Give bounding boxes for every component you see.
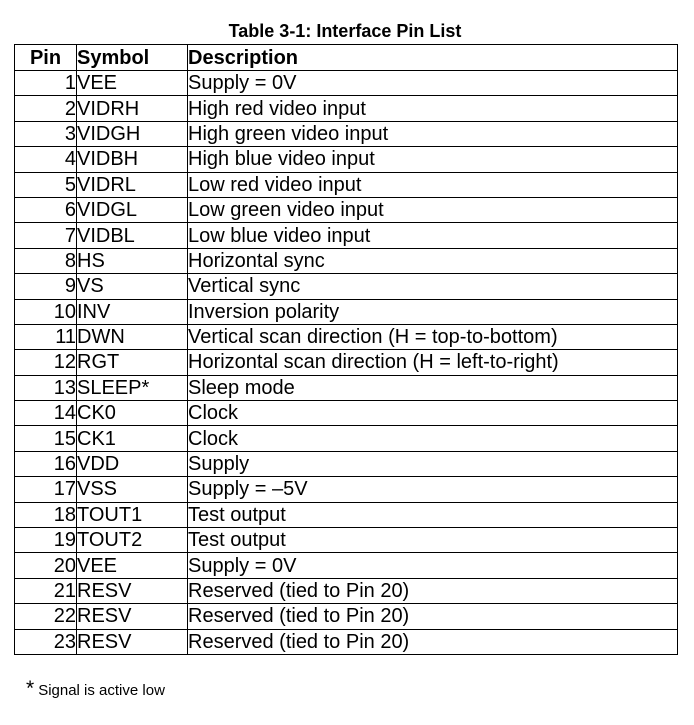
table-caption: Table 3-1: Interface Pin List bbox=[228, 21, 462, 41]
description-cell: Reserved (tied to Pin 20) bbox=[188, 578, 678, 603]
description-cell: Vertical sync bbox=[188, 274, 678, 299]
symbol-cell: RESV bbox=[77, 629, 188, 654]
symbol-cell: VIDGH bbox=[77, 121, 188, 146]
symbol-cell: TOUT1 bbox=[77, 502, 188, 527]
table-row bbox=[15, 121, 678, 146]
symbol-cell: TOUT2 bbox=[77, 528, 188, 553]
symbol-cell: VSS bbox=[77, 477, 188, 502]
pin-table bbox=[14, 44, 678, 655]
table-row bbox=[15, 274, 678, 299]
table-row bbox=[15, 553, 678, 578]
description-cell: Supply = 0V bbox=[188, 553, 678, 578]
table-row bbox=[15, 426, 678, 451]
pin-cell: 14 bbox=[15, 401, 77, 426]
table-row bbox=[15, 172, 678, 197]
pin-cell: 12 bbox=[15, 350, 77, 375]
pin-cell: 7 bbox=[15, 223, 77, 248]
table-row bbox=[15, 223, 678, 248]
symbol-cell: CK1 bbox=[77, 426, 188, 451]
pin-cell: 21 bbox=[15, 578, 77, 603]
table-row bbox=[15, 324, 678, 349]
symbol-cell: RESV bbox=[77, 604, 188, 629]
symbol-cell: VIDBH bbox=[77, 147, 188, 172]
symbol-cell: VIDGL bbox=[77, 197, 188, 222]
pin-cell: 4 bbox=[15, 147, 77, 172]
description-cell: High blue video input bbox=[188, 147, 678, 172]
header-symbol: Symbol bbox=[77, 45, 188, 71]
symbol-cell: VIDRH bbox=[77, 96, 188, 121]
description-cell: Inversion polarity bbox=[188, 299, 678, 324]
table-row bbox=[15, 147, 678, 172]
symbol-cell: DWN bbox=[77, 324, 188, 349]
pin-cell: 1 bbox=[15, 71, 77, 96]
symbol-cell: INV bbox=[77, 299, 188, 324]
description-cell: High green video input bbox=[188, 121, 678, 146]
description-cell: Clock bbox=[188, 426, 678, 451]
symbol-cell: VS bbox=[77, 274, 188, 299]
description-cell: Vertical scan direction (H = top-to-bottom) bbox=[188, 324, 678, 349]
pin-cell: 20 bbox=[15, 553, 77, 578]
symbol-cell: VIDBL bbox=[77, 223, 188, 248]
description-cell: Horizontal scan direction (H = left-to-right) bbox=[188, 350, 678, 375]
symbol-cell: VEE bbox=[77, 71, 188, 96]
table-row bbox=[15, 629, 678, 654]
table-header-row bbox=[15, 45, 678, 71]
footnote-marker: * bbox=[26, 677, 35, 700]
pin-cell: 6 bbox=[15, 197, 77, 222]
pin-cell: 10 bbox=[15, 299, 77, 324]
pin-cell: 5 bbox=[15, 172, 77, 197]
header-pin: Pin bbox=[15, 45, 77, 71]
description-cell: Horizontal sync bbox=[188, 248, 678, 273]
table-row bbox=[15, 375, 678, 400]
symbol-cell: CK0 bbox=[77, 401, 188, 426]
description-cell: Low blue video input bbox=[188, 223, 678, 248]
table-row bbox=[15, 197, 678, 222]
table-row bbox=[15, 477, 678, 502]
description-cell: Clock bbox=[188, 401, 678, 426]
table-row bbox=[15, 578, 678, 603]
pin-cell: 2 bbox=[15, 96, 77, 121]
description-cell: Sleep mode bbox=[188, 375, 678, 400]
symbol-cell: RGT bbox=[77, 350, 188, 375]
pin-cell: 17 bbox=[15, 477, 77, 502]
description-cell: Low red video input bbox=[188, 172, 678, 197]
table-row bbox=[15, 502, 678, 527]
pin-cell: 22 bbox=[15, 604, 77, 629]
description-cell: Supply = –5V bbox=[188, 477, 678, 502]
footnote-text: Signal is active low bbox=[38, 682, 165, 699]
table-row bbox=[15, 604, 678, 629]
description-cell: Supply = 0V bbox=[188, 71, 678, 96]
symbol-cell: VIDRL bbox=[77, 172, 188, 197]
table-row bbox=[15, 299, 678, 324]
pin-cell: 23 bbox=[15, 629, 77, 654]
description-cell: Test output bbox=[188, 502, 678, 527]
pin-cell: 8 bbox=[15, 248, 77, 273]
description-cell: Reserved (tied to Pin 20) bbox=[188, 604, 678, 629]
description-cell: Low green video input bbox=[188, 197, 678, 222]
symbol-cell: RESV bbox=[77, 578, 188, 603]
description-cell: Supply bbox=[188, 451, 678, 476]
table-row bbox=[15, 401, 678, 426]
pin-cell: 11 bbox=[15, 324, 77, 349]
table-row bbox=[15, 451, 678, 476]
pin-cell: 15 bbox=[15, 426, 77, 451]
symbol-cell: VEE bbox=[77, 553, 188, 578]
table-row bbox=[15, 248, 678, 273]
header-description: Description bbox=[188, 45, 678, 71]
pin-cell: 9 bbox=[15, 274, 77, 299]
table-row bbox=[15, 350, 678, 375]
description-cell: Reserved (tied to Pin 20) bbox=[188, 629, 678, 654]
pin-cell: 16 bbox=[15, 451, 77, 476]
symbol-cell: VDD bbox=[77, 451, 188, 476]
footnote bbox=[26, 677, 165, 701]
pin-cell: 19 bbox=[15, 528, 77, 553]
description-cell: Test output bbox=[188, 528, 678, 553]
table-row bbox=[15, 71, 678, 96]
table-row bbox=[15, 96, 678, 121]
table-row bbox=[15, 528, 678, 553]
description-cell: High red video input bbox=[188, 96, 678, 121]
pin-cell: 13 bbox=[15, 375, 77, 400]
pin-cell: 18 bbox=[15, 502, 77, 527]
symbol-cell: HS bbox=[77, 248, 188, 273]
pin-cell: 3 bbox=[15, 121, 77, 146]
pin-table-body bbox=[15, 71, 678, 655]
symbol-cell: SLEEP* bbox=[77, 375, 188, 400]
